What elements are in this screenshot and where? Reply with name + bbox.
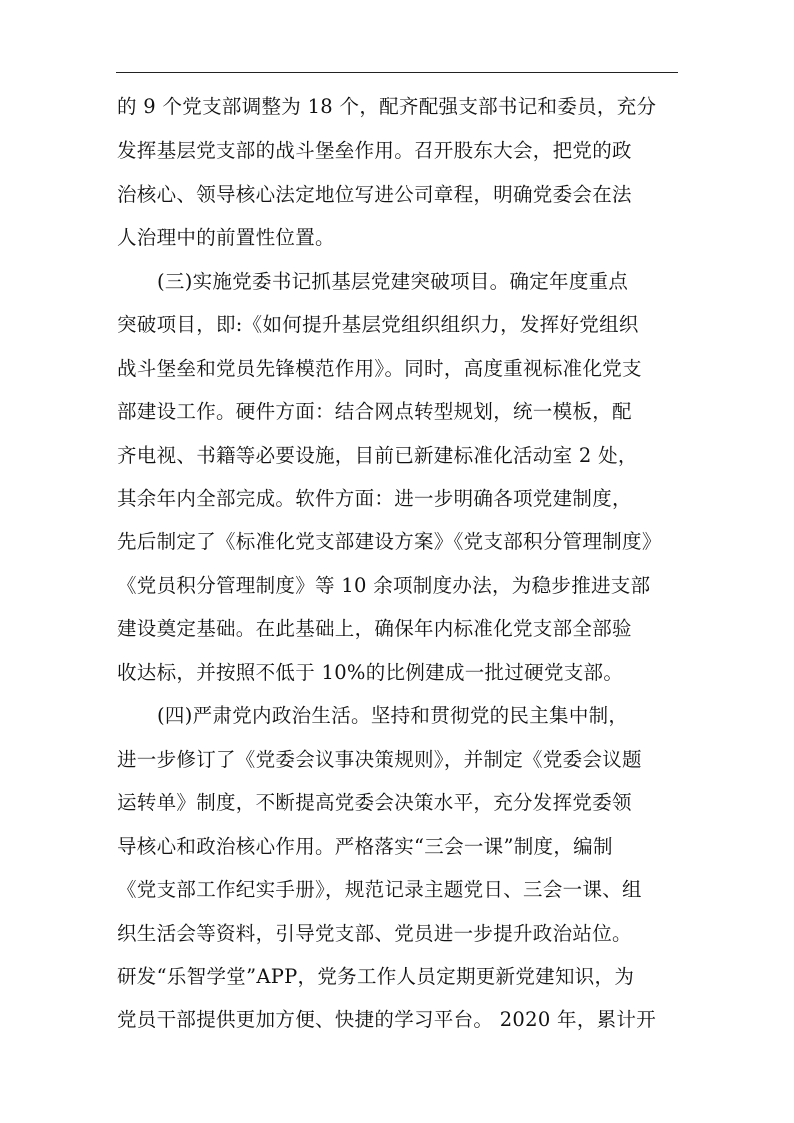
text-line: 治核心、领导核心法定地位写进公司章程，明确党委会在法 <box>117 183 632 206</box>
text-line: 研发“乐智学堂”APP，党务工作人员定期更新党建知识，为 <box>117 965 635 988</box>
text-line: 的 9 个党支部调整为 18 个，配齐配强支部书记和委员，充分 <box>117 95 657 118</box>
text-line: 建设奠定基础。在此基础上，确保年内标准化党支部全部验 <box>117 617 632 640</box>
text-line: 突破项目，即:《如何提升基层党组织组织力，发挥好党组织 <box>117 313 639 336</box>
text-line: 《党员积分管理制度》等 10 余项制度办法，为稳步推进支部 <box>117 574 651 597</box>
paragraph-heading-4: (四)严肃党内政治生活。坚持和贯彻党的民主集中制， <box>157 704 629 727</box>
text-line: 党员干部提供更加方便、快捷的学习平台。 2020 年，累计开 <box>117 1008 657 1031</box>
text-line: 进一步修订了《党委会议事决策规则》，并制定《党委会议题 <box>117 748 642 771</box>
text-line: 导核心和政治核心作用。严格落实“三会一课”制度，编制 <box>117 835 613 858</box>
text-line: 发挥基层党支部的战斗堡垒作用。召开股东大会，把党的政 <box>117 139 632 162</box>
text-line: 《党支部工作纪实手册》，规范记录主题党日、三会一课、组 <box>117 878 642 901</box>
text-line: 运转单》制度，不断提高党委会决策水平，充分发挥党委领 <box>117 791 632 814</box>
text-line: 战斗堡垒和党员先锋模范作用》。同时，高度重视标准化党支 <box>117 357 642 380</box>
text-line: 部建设工作。硬件方面：结合网点转型规划，统一模板，配 <box>117 400 632 423</box>
text-line: 收达标，并按照不低于 10%的比例建成一批过硬党支部。 <box>117 661 624 684</box>
text-line: 人治理中的前置性位置。 <box>117 226 335 249</box>
text-line: 齐电视、书籍等必要设施，目前已新建标准化活动室 2 处， <box>117 444 638 467</box>
text-line: 织生活会等资料，引导党支部、党员进一步提升政治站位。 <box>117 922 632 945</box>
paragraph-heading-3: (三)实施党委书记抓基层党建突破项目。确定年度重点 <box>157 270 629 293</box>
text-line: 先后制定了《标准化党支部建设方案》《党支部积分管理制度》 <box>117 530 662 553</box>
text-line: 其余年内全部完成。软件方面：进一步明确各项党建制度， <box>117 487 632 510</box>
